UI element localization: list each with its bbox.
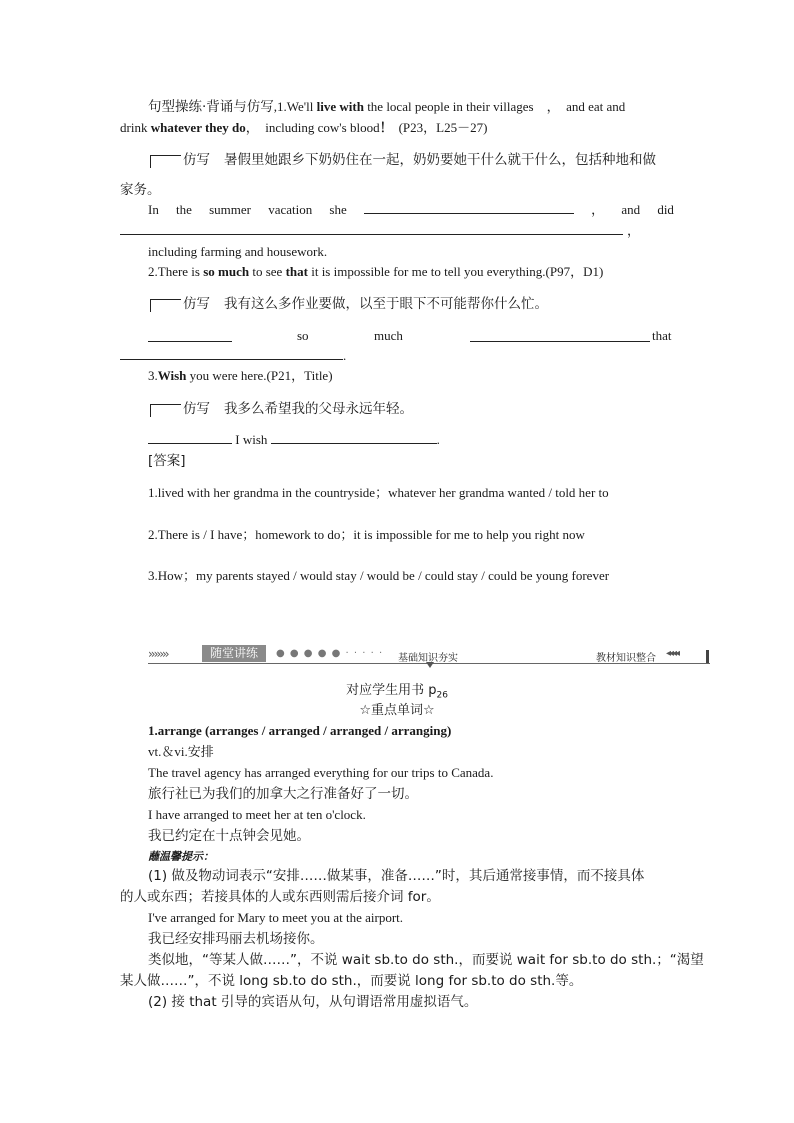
s3-c: you were here.(P21，Title) [186,368,333,383]
p1-word: vacation [268,202,313,217]
answer-blank[interactable] [148,329,232,342]
s2-bold-2: that [285,264,308,279]
tip-1-line-4: 某人做……”，不说 long sb.to do sth.，而要说 long for sb.to do sth.等。 [120,973,583,989]
s3-bold: Wish [157,368,187,383]
dots-decoration-icon: ● ● ● ● ● · · · · · [276,648,384,659]
practice-1-fill-2 [120,222,640,240]
practice-1-prompt [150,151,656,169]
answer-blank[interactable] [120,347,343,360]
s2-bold-1: so much [203,264,250,279]
practice-1-tail: including farming and housework. [148,244,328,259]
practice-3-prompt [150,400,413,418]
sentence-1-line-2 [120,119,487,137]
s3-a: 3. [148,368,158,383]
answer-2: 2.There is / I have；homework to do；it is impossible for me to help you right now [148,527,585,542]
bracket-icon [150,155,181,168]
p1-word: she [329,202,347,217]
s1-l2-excl: ！ [379,120,393,135]
word-head-text: 1.arrange (arranges / arranged / arranged / arranging) [148,723,452,738]
s1-l2-ref: (P23，L25－27) [398,120,488,135]
p1-end-comma: ， [627,223,641,238]
tip-1-line-3: 类似地，“等某人做……”，不说 wait sb.to do sth.，而要说 wait for sb.to do sth.；“渴望 [148,952,704,968]
tip-1-line-1: (1) 做及物动词表示“安排……做某事，准备……”时，其后通常接事情，而不接具体 [148,868,645,884]
answer-blank[interactable] [120,222,623,235]
example-2-cn: 我已约定在十点钟会见她。 [148,828,310,844]
section-lead-cn: 句型操练·背诵与仿写 [148,99,274,115]
p2-dot: . [343,348,347,363]
ref-page: 26 [436,690,448,701]
practice-3-cn: 我多么希望我的父母永远年轻。 [224,401,413,417]
tip-1-line-2: 的人或东西；若接具体的人或东西则需后接介词 for。 [120,889,440,905]
practice-3-fill [148,431,440,449]
practice-1-fill [148,201,674,219]
practice-2-fill-2 [120,347,346,365]
ref-text: 对应学生用书 p [346,683,437,698]
practice-1-cn: 暑假里她跟乡下奶奶住在一起，奶奶要她干什么就干什么，包括种地和做 [224,152,656,168]
practice-2-prompt [150,295,548,313]
tip-2: (2) 接 that 引导的宾语从句，从句谓语常用虚拟语气。 [148,994,478,1010]
practice-2-label: 仿写 [183,296,210,312]
p3-iwish: I wish [235,432,268,447]
practice-1-cn-2: 家务。 [120,182,161,198]
p1-word: did [657,202,674,217]
banner-right-label: 教材知识整合 [596,653,656,664]
practice-2-fill [148,327,674,345]
p1-word: In [148,202,159,217]
answer-blank[interactable] [271,431,437,444]
example-1-cn: 旅行社已为我们的加拿大之行准备好了一切。 [148,786,418,802]
practice-1-label: 仿写 [183,152,210,168]
p2-that: that [652,328,672,343]
arrows-left-icon: ◂◂◂◂ [666,648,679,659]
practice-2-cn: 我有这么多作业要做，以至于眼下不可能帮你什么忙。 [224,296,548,312]
word-pos: vt.＆vi.安排 [148,744,214,759]
word-heading [148,722,451,740]
p1-word: and [621,202,641,217]
s1-bold-1: live with [316,99,364,114]
s1-l2-c: ， including cow's blood [245,120,380,135]
p1-word: the [176,202,192,217]
banner-mid-label: 基础知识夯实 [398,653,458,664]
p3-dot: . [436,432,440,447]
s2-e: it is impossible for me to tell you everything.(P97，D1) [307,264,604,279]
sentence-1-line-1 [148,98,674,116]
p1-word: summer [209,202,251,217]
answer-blank[interactable] [364,201,574,214]
bracket-icon [150,299,181,312]
p1-comma: ， [591,202,605,217]
answers-heading: [答案] [148,453,186,469]
s1-rest-1: the local people in their villages ， and eat and [363,99,626,114]
tip-1-example-cn: 我已经安排玛丽去机场接你。 [148,931,324,947]
banner-end-bar [706,650,709,663]
section-banner [148,645,710,665]
p2-so: so [297,328,309,343]
practice-3-label: 仿写 [183,401,210,417]
example-2: I have arranged to meet her at ten o'clock. [148,807,366,822]
s1-l2-bold: whatever they do [150,120,246,135]
answer-blank[interactable] [148,431,232,444]
s2-a: 2.There is [148,264,204,279]
answer-1: 1.lived with her grandma in the countryside；whatever her grandma wanted / told her to [148,485,609,500]
s1-l2-a: drink [120,120,151,135]
p2-much: much [374,328,403,343]
banner-tag: 随堂讲练 [202,645,266,662]
s2-c: to see [249,264,286,279]
s1-num: ,1.We'll [273,99,317,114]
sentence-3 [148,367,333,385]
answer-3: 3.How；my parents stayed / would stay / would be / could stay / could be young forever [148,568,610,583]
bracket-icon [150,404,181,417]
chevrons-icon: ››››››› [148,647,168,661]
sentence-2 [148,263,603,281]
tip-1-example: I've arranged for Mary to meet you at the airport. [148,910,404,925]
example-1: The travel agency has arranged everything for our trips to Canada. [148,765,494,780]
triangle-down-icon [426,662,434,668]
answer-blank[interactable] [470,329,650,342]
section-title: ☆重点单词☆ [359,703,435,718]
tip-heading: 蘸温馨提示： [148,850,214,863]
